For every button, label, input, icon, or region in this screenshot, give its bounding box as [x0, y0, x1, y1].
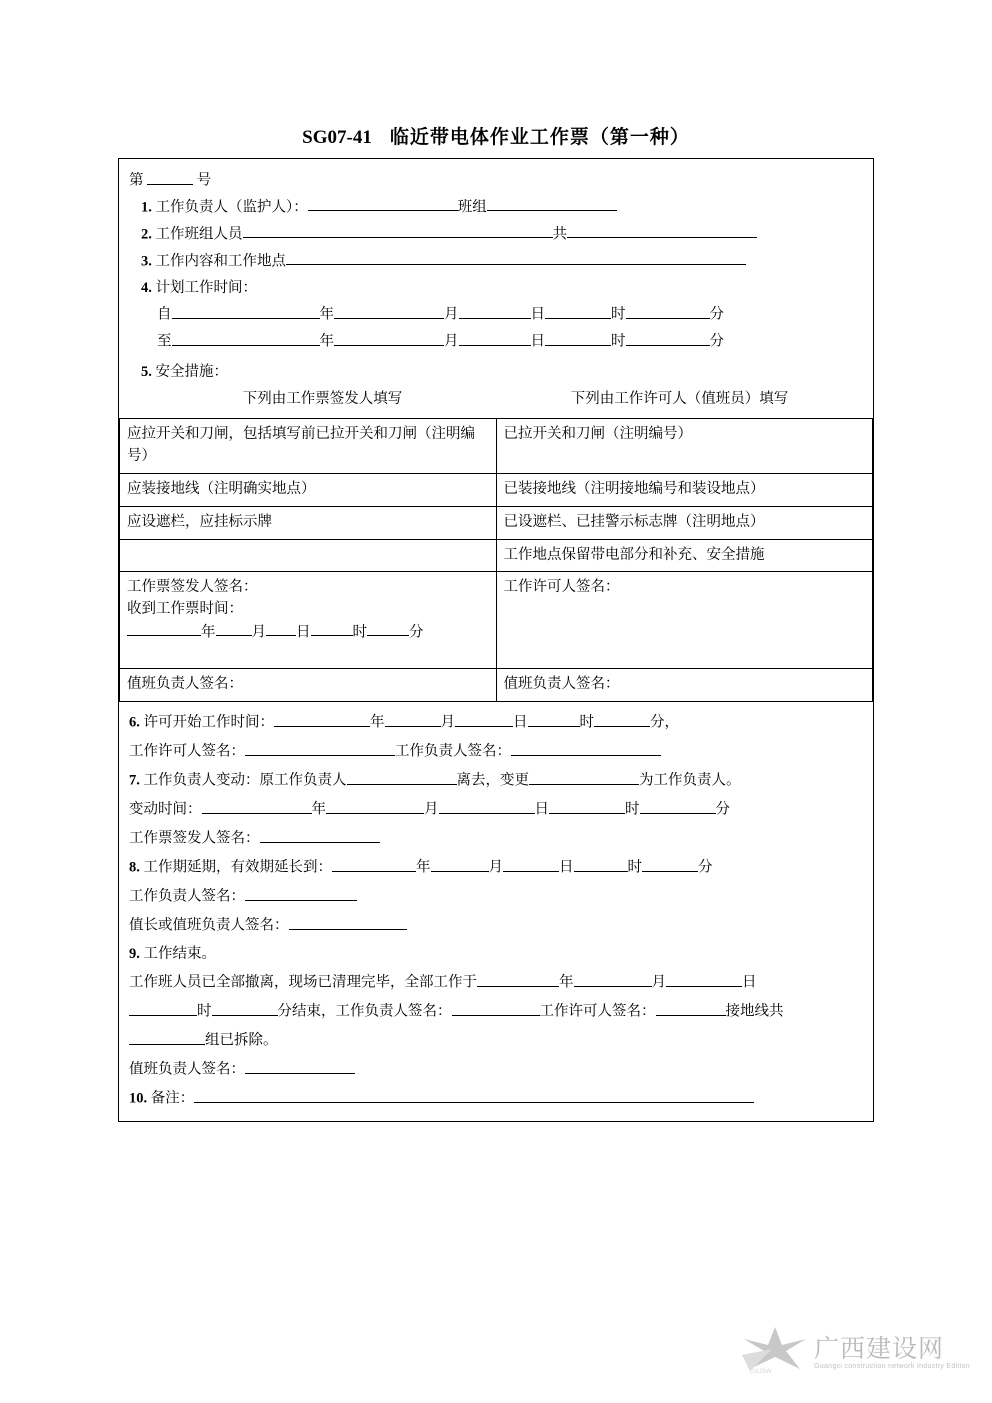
- plan-from-label: 自: [157, 306, 172, 323]
- permit-day-input[interactable]: [455, 711, 513, 727]
- item-1-label: 工作负责人（监护人）：: [155, 199, 308, 216]
- receive-minute-unit: 分: [409, 624, 424, 641]
- item-9-line-1: [129, 940, 863, 968]
- serial-line: [129, 167, 863, 194]
- extend-month-input[interactable]: [431, 856, 489, 872]
- plan-to-hour-unit: 时: [611, 333, 626, 350]
- item-6-number: 6.: [129, 714, 140, 731]
- item-8-duty-input[interactable]: [289, 914, 407, 930]
- permit-year-unit: 年: [370, 714, 385, 731]
- change-month-input[interactable]: [326, 798, 424, 814]
- permit-minute-input[interactable]: [594, 711, 650, 727]
- item-1-input-leader[interactable]: [308, 196, 458, 212]
- item-9-line-2: [129, 968, 863, 997]
- permit-hour-input[interactable]: [528, 711, 580, 727]
- item-6-line-1: [129, 708, 863, 737]
- change-year-input[interactable]: [202, 798, 312, 814]
- item-7-line-1: [129, 766, 863, 795]
- item-8-leader-label: 工作负责人签名：: [129, 888, 245, 905]
- extend-month-unit: 月: [488, 859, 503, 876]
- change-year-unit: 年: [311, 801, 326, 818]
- item-9-duty-label: 值班负责人签名：: [129, 1061, 245, 1078]
- table-row: [120, 474, 873, 507]
- item-3-input-content[interactable]: [286, 250, 746, 266]
- receive-month-input[interactable]: [216, 621, 252, 637]
- plan-from-month-input[interactable]: [334, 303, 444, 319]
- item-7-mid-label: 离去，变更: [456, 772, 529, 789]
- change-hour-unit: 时: [625, 801, 640, 818]
- plan-to-minute-unit: 分: [709, 333, 724, 350]
- item-5-line: [129, 355, 863, 385]
- item-7-number: 7.: [129, 772, 140, 789]
- permit-month-unit: 月: [440, 714, 455, 731]
- plan-from-year-input[interactable]: [172, 303, 320, 319]
- change-minute-input[interactable]: [640, 798, 716, 814]
- table-row-signatures: [120, 572, 873, 669]
- item-7-line-3: [129, 824, 863, 853]
- duty-officer-left-cell[interactable]: 值班负责人签名：: [120, 669, 497, 702]
- item-9-finish-label: 工作班人员已全部撤离，现场已清理完毕，全部工作于: [129, 974, 477, 991]
- item-6-line-2: [129, 737, 863, 766]
- finish-day-input[interactable]: [666, 971, 742, 987]
- item-7-issuer-input[interactable]: [260, 827, 380, 843]
- plan-to-month-unit: 月: [444, 333, 459, 350]
- item-10-input[interactable]: [194, 1087, 754, 1103]
- change-time-label: 变动时间：: [129, 801, 202, 818]
- work-ticket-form: [118, 158, 874, 1122]
- item-10-line: [129, 1084, 863, 1113]
- receive-year-unit: 年: [201, 624, 216, 641]
- permit-year-input[interactable]: [274, 711, 370, 727]
- measure-cell-right-4[interactable]: 工作地点保留带电部分和补充、安全措施: [496, 539, 873, 572]
- item-6-leader-input[interactable]: [511, 740, 661, 756]
- watermark-main-text: 广西建设网: [814, 1335, 945, 1363]
- item-9-ground-count-input[interactable]: [129, 1029, 205, 1045]
- item-9-title: 工作结束。: [143, 945, 216, 962]
- form-title-text: 临近带电体作业工作票（第一种）: [389, 127, 690, 148]
- item-9-duty-input[interactable]: [245, 1058, 355, 1074]
- item-6-label: 许可开始工作时间：: [143, 714, 274, 731]
- item-8-label: 工作期延期，有效期延长到：: [143, 859, 332, 876]
- item-2-input-count[interactable]: [567, 223, 757, 239]
- issuer-signature-label: 工作票签发人签名：: [127, 579, 258, 596]
- change-day-unit: 日: [534, 801, 549, 818]
- finish-year-unit: 年: [559, 974, 574, 991]
- plan-from-minute-input[interactable]: [626, 303, 710, 319]
- measure-cell-right-2[interactable]: 已装接地线（注明接地编号和装设地点）: [496, 474, 873, 507]
- finish-hour-input[interactable]: [129, 1000, 197, 1016]
- permitter-signature-cell[interactable]: [496, 572, 873, 669]
- plan-to-hour-input[interactable]: [545, 330, 611, 346]
- finish-minute-input[interactable]: [212, 1000, 278, 1016]
- item-3-number: 3.: [141, 253, 152, 270]
- item-8-leader-input[interactable]: [245, 885, 357, 901]
- item-1-number: 1.: [141, 199, 152, 216]
- receive-hour-unit: 时: [352, 624, 367, 641]
- issuer-signature-cell[interactable]: [120, 572, 497, 669]
- item-9-ground-end-label: 组已拆除。: [205, 1032, 278, 1049]
- receive-day-unit: 日: [296, 624, 311, 641]
- item-4-row-to: [129, 328, 863, 355]
- plan-from-day-unit: 日: [530, 306, 545, 323]
- item-7-label: 工作负责人变动：原工作负责人: [143, 772, 347, 789]
- plan-to-year-input[interactable]: [172, 330, 320, 346]
- form-bottom-section: [119, 702, 873, 1121]
- plan-from-month-unit: 月: [444, 306, 459, 323]
- receive-hour-input[interactable]: [311, 621, 353, 637]
- item-1-line: [129, 194, 863, 221]
- item-4-label: 计划工作时间：: [155, 279, 257, 296]
- item-6-leader-label: 工作负责人签名：: [395, 743, 511, 760]
- plan-from-minute-unit: 分: [709, 306, 724, 323]
- plan-to-day-unit: 日: [530, 333, 545, 350]
- permit-day-unit: 日: [513, 714, 528, 731]
- measure-cell-left-3[interactable]: 应设遮栏，应挂标示牌: [120, 506, 497, 539]
- receive-day-input[interactable]: [266, 621, 296, 637]
- change-month-unit: 月: [424, 801, 439, 818]
- item-8-line-1: [129, 853, 863, 882]
- form-code: SG07-41: [302, 127, 372, 148]
- measures-header-right: 下列由工作许可人（值班员）填写: [570, 390, 789, 407]
- plan-to-day-input[interactable]: [459, 330, 531, 346]
- item-9-line-4: [129, 1026, 863, 1055]
- item-6-permitter-input[interactable]: [245, 740, 395, 756]
- finish-end-label: 分结束，工作负责人签名：: [277, 1003, 452, 1020]
- item-7-new-input[interactable]: [529, 769, 639, 785]
- change-minute-unit: 分: [715, 801, 730, 818]
- measures-header-left: 下列由工作票签发人填写: [242, 390, 403, 407]
- extend-minute-unit: 分: [698, 859, 713, 876]
- serial-label-2: 号: [196, 172, 212, 189]
- item-2-line: [129, 221, 863, 248]
- change-day-input[interactable]: [439, 798, 535, 814]
- item-9-number: 9.: [129, 945, 140, 962]
- receive-minute-input[interactable]: [367, 621, 409, 637]
- plan-from-hour-input[interactable]: [545, 303, 611, 319]
- item-2-number: 2.: [141, 226, 152, 243]
- extend-hour-unit: 时: [627, 859, 642, 876]
- item-9-leader-input[interactable]: [452, 1000, 540, 1016]
- item-4-number: 4.: [141, 279, 152, 296]
- receive-month-unit: 月: [251, 624, 266, 641]
- serial-label: 第: [129, 172, 144, 189]
- item-7-original-input[interactable]: [347, 769, 457, 785]
- table-row: [120, 539, 873, 572]
- item-9-permitter-label: 工作许可人签名：: [539, 1003, 656, 1020]
- measure-cell-right-1[interactable]: 已拉开关和刀闸（注明编号）: [496, 419, 873, 474]
- item-5-label: 安全措施：: [155, 364, 228, 381]
- plan-from-year-unit: 年: [319, 306, 334, 323]
- item-8-line-2: [129, 882, 863, 911]
- item-9-permitter-input[interactable]: [656, 1000, 726, 1016]
- item-7-issuer-label: 工作票签发人签名：: [129, 830, 260, 847]
- measure-cell-right-3[interactable]: 已设遮栏、已挂警示标志牌（注明地点）: [496, 506, 873, 539]
- item-8-line-3: [129, 911, 863, 940]
- finish-day-unit: 日: [742, 974, 757, 991]
- plan-to-label: 至: [157, 333, 172, 350]
- table-row: [120, 506, 873, 539]
- item-1-input-team[interactable]: [487, 196, 617, 212]
- finish-month-input[interactable]: [574, 971, 652, 987]
- plan-from-hour-unit: 时: [611, 306, 626, 323]
- extend-year-input[interactable]: [332, 856, 416, 872]
- finish-hour-unit: 时: [197, 1003, 212, 1020]
- item-9-ground-label: 接地线共: [725, 1003, 784, 1020]
- measure-cell-left-2[interactable]: 应装接地线（注明确实地点）: [120, 474, 497, 507]
- finish-month-unit: 月: [651, 974, 666, 991]
- measure-cell-left-4[interactable]: [120, 539, 497, 572]
- receive-time-label: 收到工作票时间：: [127, 601, 243, 618]
- receive-year-input[interactable]: [127, 621, 201, 637]
- watermark: [742, 1323, 972, 1385]
- extend-day-input[interactable]: [503, 856, 559, 872]
- form-top-section: [119, 159, 873, 418]
- item-2-input-members[interactable]: [243, 223, 553, 239]
- item-9-line-3: [129, 997, 863, 1026]
- item-3-line: [129, 248, 863, 275]
- item-10-number: 10.: [129, 1090, 148, 1107]
- duty-officer-right-cell[interactable]: 值班负责人签名：: [496, 669, 873, 702]
- permit-minute-unit: 分，: [650, 714, 679, 731]
- plan-to-year-unit: 年: [319, 333, 334, 350]
- item-2-label: 工作班组人员: [155, 226, 243, 243]
- measures-header-row: [129, 386, 863, 414]
- extend-day-unit: 日: [559, 859, 574, 876]
- page-title: [0, 122, 992, 149]
- extend-minute-input[interactable]: [642, 856, 698, 872]
- item-4-line: [129, 275, 863, 301]
- table-row: [120, 419, 873, 474]
- item-5-number: 5.: [141, 364, 152, 381]
- change-hour-input[interactable]: [549, 798, 625, 814]
- item-4-row-from: [129, 301, 863, 328]
- measure-cell-left-1[interactable]: 应拉开关和刀闸，包括填写前已拉开关和刀闸（注明编号）: [120, 419, 497, 474]
- table-row-duty: [120, 669, 873, 702]
- item-7-line-2: [129, 795, 863, 824]
- item-8-number: 8.: [129, 859, 140, 876]
- plan-to-minute-input[interactable]: [626, 330, 710, 346]
- extend-year-unit: 年: [416, 859, 431, 876]
- item-8-duty-label: 值长或值班负责人签名：: [129, 917, 289, 934]
- item-7-end-label: 为工作负责人。: [639, 772, 741, 789]
- permit-hour-unit: 时: [579, 714, 594, 731]
- item-6-permitter-label: 工作许可人签名：: [129, 743, 245, 760]
- permit-month-input[interactable]: [385, 711, 441, 727]
- item-9-line-5: [129, 1055, 863, 1084]
- item-3-label: 工作内容和工作地点: [155, 253, 286, 270]
- plan-to-month-input[interactable]: [334, 330, 444, 346]
- plan-from-day-input[interactable]: [459, 303, 531, 319]
- receive-time-line: [127, 621, 489, 644]
- finish-year-input[interactable]: [477, 971, 559, 987]
- watermark-sub-text: Guangxi construction network Industry Edition: [814, 1363, 970, 1370]
- watermark-tiny-text: GXJSW: [750, 1369, 772, 1375]
- permitter-signature-label: 工作许可人签名：: [503, 579, 620, 596]
- star-logo-icon: [742, 1325, 808, 1373]
- measures-table: [119, 418, 873, 702]
- item-10-label: 备注：: [150, 1090, 195, 1107]
- extend-hour-input[interactable]: [574, 856, 628, 872]
- item-2-mid-label: 共: [552, 226, 567, 243]
- item-1-mid-label: 班组: [457, 199, 487, 216]
